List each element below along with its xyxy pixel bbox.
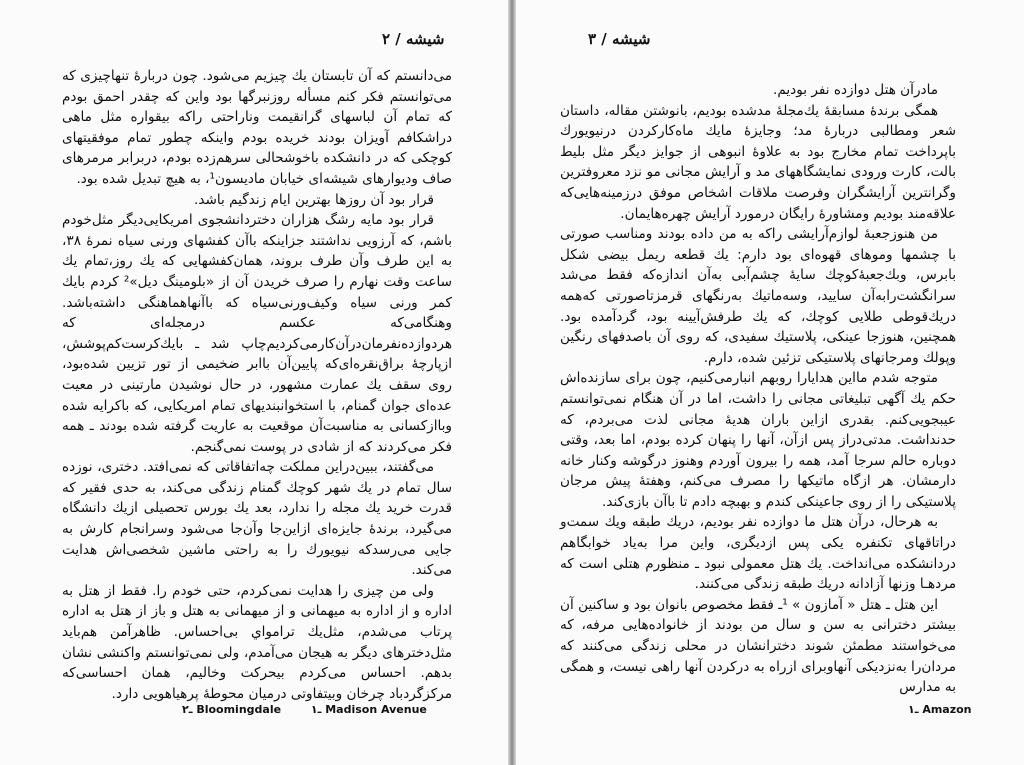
right-page [516, 0, 1024, 765]
left-page-footnotes [182, 703, 427, 716]
paragraph: قرار بود آن روزها بهترین ایام زندگیم باشد. [194, 191, 434, 208]
paragraph: ولی من چیزی را هدایت نمی‌کردم، حتی خودم را. فقط از هتل به اداره و از اداره به میهمانی و از میهمانی به هتل و باز از هتل به اداره پرتاب می‌شدم، مثل‌یك ترامواي بی‌احساس. ظاهرآمن هم‌باید مثل‌دخترهای دیگر به هیجان می‌آمدم، ولی نمی‌توانستم واکنشی نشان بدهم. احساس می‌کردم بیحرکت وخالیم، همان احساسی‌که مرکزگردباد چرخان وبیتفاوتی درمیان محوطهٔ پرهیاهویی دارد. [62, 582, 452, 702]
left-page-header: شیشه / ۲ [382, 30, 445, 48]
book-gutter [508, 0, 516, 765]
paragraph: قرار بود مایه رشگ هزاران دختردانشجوی امریکایی‌دیگر مثل‌خودم باشم، که آرزویی نداشتند جزاینکه باآن کفشهای ورنی سیاه نمرهٔ ۳۸، به این طرف وآن طرف بروند، همان‌کفشهایی که یك روز،تمام یك ساعت وقت نهارم را صرف خریدن آن از «بلومینگ دیل»² کردم بایك کمر ورنی سیاه وکیف‌ورنی‌سیاه که باآنهاهماهنگی داشته‌باشد. وهنگامی‌که عکسم درمجله‌ای که هردوازده‌نفرمان‌درآن‌کارمی‌کردیم‌چاپ شد ـ بایك‌کرست‌کم‌پوشش، ازپارچهٔ براق‌نقره‌ای‌که پایین‌آن باابر ضخیمی از تور تزیین شده‌بود، روی سقف یك عمارت مشهور، در حال نوشیدن مارتینی در معیت عده‌ای جوان گمنام، با استخوانبندیهای تمام امریکایی، که باکرایه شده وباازکسانی به مناسبت‌آن موقعیت به عاریت گرفته شده بودند ـ همه فکر می‌کردند که از شادی در پوست نمی‌گنجم. [62, 212, 453, 455]
paragraph: همگی برندهٔ مسابقهٔ یك‌مجلهٔ مدشده بودیم، بانوشتن مقاله، داستان شعر ومطالبی دربارهٔ مد؛ وجایزهٔ مایك ماه‌کارکردن درنیویورك باپرداخت تمام مخارج بود به علاوهٔ انبوهی از جوایز دیگر مثل بلیط بالت، کارت ورودی نمایشگاههای مد و آرایش مجانی مو نزد معروفترین وگرانترین آرایشگران وفرصت ملاقات اشخاص موفق درزمینه‌هایی‌که علاقه‌مند بودیم ومشاورهٔ رایگان درمورد آرایش چهره‌هایمان. [560, 102, 956, 222]
left-page-body [62, 66, 452, 704]
right-page-body [560, 80, 956, 698]
right-page-footnotes [908, 703, 972, 716]
paragraph: می‌دانستم که آن تابستان یك چیزیم می‌شود. چون دربارهٔ تنهاچیزی که می‌توانستم فکر کنم مسأله روزنبرگها بود واین که چقدر احمق بودم که تمام آن لباسهای گرانقیمت وناراحتی راکه بیقواره مثل ماهی دراشکافم آویزان بودند خریده بودم واینکه چطور تمام موفقیتهای کوچکی که در دانشکده باخوشحالی سرهم‌زده بودم، دربرابر مرمرهای صاف ودیوارهای شیشه‌ای خیابان مادیسون¹، به هیچ تبدیل شده بود. [62, 68, 452, 187]
right-page-header: شیشه / ۳ [588, 30, 651, 48]
footnote: ۱ـ Madison Avenue [310, 703, 427, 716]
paragraph: به هرحال، درآن هتل ما دوازده نفر بودیم، دریك طبقه ویك سمت‌و دراتاقهای تکنفره یکی پس ازدیگری، واین مرا به‌یاد خوابگاهم دردانشکده می‌انداخت. یك هتل معمولی نبود ـ منظورم هتلی است که مردهـا وزنها آزادانه دریك طبقه زندگی می‌کنند. [560, 514, 956, 593]
paragraph: می‌گفتند، ببین‌دراین مملکت چه‌اتفاقاتی که نمی‌افتد. دختری، نوزده سال تمام در یك شهر کوچك گمنام زندگی می‌کند، به حدی فقیر که قدرت خرید یك مجله را ندارد، بعد یك بورس تحصیلی ازیك دانشگاه می‌گیرد، برندهٔ جایزه‌ای ازاین‌جا وآن‌جا می‌شود وسرانجام کارش به جایی می‌رسدکه نیویورك را به راحتی ماشین شخصی‌اش هدایت می‌کند. [62, 459, 452, 579]
paragraph: این هتل ـ هتل « آمازون » ¹ـ فقط مخصوص بانوان بود و ساکنین آن بیشتر دخترانی به سن و سال من بودند از خانواده‌هایی مرفه، که می‌خواستند مطمئن شوند دخترانشان در محلی زندگی می‌کنند که مردان‌را به‌نزدیکی آنهاوبرای ازراه به درکردن آنها راهی نیست، و همگی به مدارس [560, 596, 956, 696]
paragraph: مادرآن هتل دوازده نفر بودیم. [773, 82, 938, 98]
paragraph: متوجه شدم مااین هدایارا روبهم انبارمی‌کنیم، چون برای سازنده‌اش حکم یك آگهی تبلیغاتی مجانی را داشت، اما در آن هنگام نمی‌توانستم عیبجویی‌کنم. بقدری ازاین باران هدیهٔ مجانی لذت می‌بردم، که حدنداشت. مدتی‌دراز پس ازآن، آنها را پنهان کرده بودم، اما بعد، وقتی دوباره حالم سرجا آمد، همه را بیرون آوردم وهنوز درگوشه وکنار خانه دارمشان. هر ازگاه ماتیکها را مصرف می‌کنم، وهفتهٔ پیش مرجان پلاستیکی را از روی جاعینکی کندم و بهبچه دادم تا باآن بازی‌کند. [560, 370, 956, 510]
paragraph: من هنوزجعبهٔ لوازم‌آرایشی راکه به من داده بودند ومناسب صورتی با چشمها وموهای قهوه‌ای بود دارم: یك قطعه ریمل بیضی شکل بابرس، وبك‌جعبهٔ‌کوچك سایهٔ چشم‌آبی به‌آن اندازه‌که فقط می‌شد سرانگشت‌رابه‌آن سایید، وسه‌ماتیك به‌رنگهای قرمزتاصورتی که‌همه دریك‌قوطی طلایی کوچك، که یك طرفش‌آیینه بود، گردآمده بود. همچنین، هنوزجا عینکی، پلاستیك سفیدی، که روی آن باصدفهای رنگین وپولك ومرجانهای پلاستیکی تزئین شده، دارم. [560, 226, 956, 366]
footnote: ۲ـ Bloomingdale [182, 703, 282, 716]
footnote: ۱ـ Amazon [908, 703, 972, 716]
left-page [0, 0, 508, 765]
